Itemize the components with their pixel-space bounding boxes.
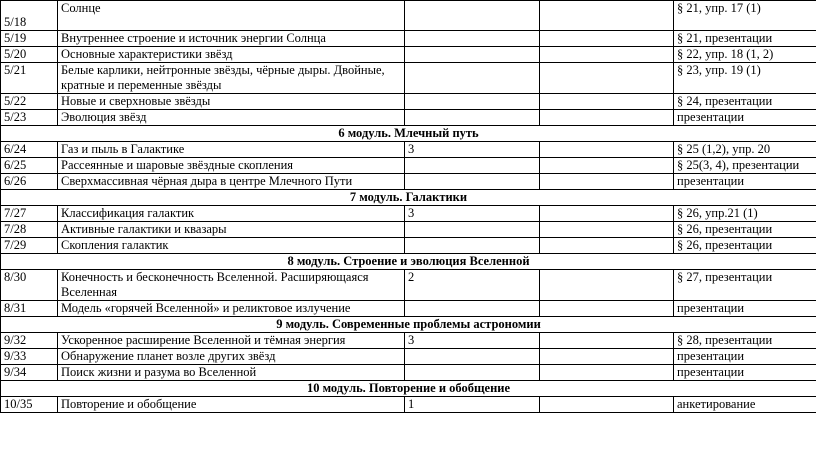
lesson-homework: § 23, упр. 19 (1) (674, 63, 816, 94)
table-row (1, 333, 816, 349)
lesson-note (540, 333, 674, 349)
lesson-number: 5/21 (1, 63, 58, 94)
lesson-topic: Конечность и бесконечность Вселенной. Расширяющаяся Вселенная (58, 270, 405, 301)
table-row (1, 365, 816, 381)
module-row (1, 254, 816, 270)
lesson-hours (405, 110, 540, 126)
lesson-homework: презентации (674, 365, 816, 381)
lesson-hours: 3 (405, 333, 540, 349)
lesson-note (540, 206, 674, 222)
lesson-topic: Рассеянные и шаровые звёздные скопления (58, 158, 405, 174)
lesson-number: 7/28 (1, 222, 58, 238)
lesson-homework: § 27, презентации (674, 270, 816, 301)
table-row (1, 63, 816, 94)
lesson-topic: Основные характеристики звёзд (58, 47, 405, 63)
lesson-topic: Поиск жизни и разума во Вселенной (58, 365, 405, 381)
lesson-homework: презентации (674, 349, 816, 365)
lesson-number: 8/31 (1, 301, 58, 317)
lesson-hours (405, 222, 540, 238)
module-title: 9 модуль. Современные проблемы астрономии (1, 317, 816, 333)
lesson-note (540, 174, 674, 190)
lesson-number: 5/20 (1, 47, 58, 63)
lesson-note (540, 365, 674, 381)
lesson-topic: Внутреннее строение и источник энергии Солнца (58, 31, 405, 47)
lesson-number: 8/30 (1, 270, 58, 301)
lesson-number: 9/34 (1, 365, 58, 381)
lesson-number: 5/23 (1, 110, 58, 126)
lesson-homework: § 25 (1,2), упр. 20 (674, 142, 816, 158)
table-row (1, 222, 816, 238)
table-row (1, 349, 816, 365)
table-row (1, 301, 816, 317)
module-title: 6 модуль. Млечный путь (1, 126, 816, 142)
lesson-homework: § 24, презентации (674, 94, 816, 110)
lesson-homework: § 21, презентации (674, 31, 816, 47)
lesson-number: 5/19 (1, 31, 58, 47)
lesson-topic: Солнце (58, 1, 405, 31)
lesson-hours: 3 (405, 206, 540, 222)
lesson-note (540, 63, 674, 94)
lesson-homework: анкетирование (674, 397, 816, 413)
lesson-homework: § 25(3, 4), презентации (674, 158, 816, 174)
lesson-note (540, 222, 674, 238)
module-title: 7 модуль. Галактики (1, 190, 816, 206)
lesson-topic: Газ и пыль в Галактике (58, 142, 405, 158)
lesson-note (540, 110, 674, 126)
lesson-hours (405, 301, 540, 317)
lesson-note (540, 94, 674, 110)
lesson-homework: презентации (674, 110, 816, 126)
lesson-number: 6/24 (1, 142, 58, 158)
table-row (1, 94, 816, 110)
lesson-note (540, 142, 674, 158)
lesson-note (540, 238, 674, 254)
lesson-hours (405, 1, 540, 31)
lesson-note (540, 301, 674, 317)
lesson-homework: § 21, упр. 17 (1) (674, 1, 816, 31)
lesson-number: 10/35 (1, 397, 58, 413)
lesson-number: 6/26 (1, 174, 58, 190)
lesson-topic: Повторение и обобщение (58, 397, 405, 413)
table-row (1, 1, 816, 31)
lesson-note (540, 31, 674, 47)
module-row (1, 126, 816, 142)
lesson-topic: Модель «горячей Вселенной» и реликтовое излучение (58, 301, 405, 317)
lesson-hours (405, 349, 540, 365)
lesson-topic: Сверхмассивная чёрная дыра в центре Млечного Пути (58, 174, 405, 190)
lesson-topic: Классификация галактик (58, 206, 405, 222)
lesson-topic: Ускоренное расширение Вселенной и тёмная энергия (58, 333, 405, 349)
lesson-homework: § 28, презентации (674, 333, 816, 349)
lesson-note (540, 158, 674, 174)
lesson-hours (405, 158, 540, 174)
module-row (1, 190, 816, 206)
lesson-homework: презентации (674, 301, 816, 317)
table-row (1, 142, 816, 158)
lesson-hours (405, 47, 540, 63)
lesson-plan-body (1, 1, 816, 413)
lesson-topic: Скопления галактик (58, 238, 405, 254)
table-row (1, 174, 816, 190)
lesson-number: 6/25 (1, 158, 58, 174)
lesson-homework: § 26, презентации (674, 238, 816, 254)
lesson-topic: Эволюция звёзд (58, 110, 405, 126)
module-title: 10 модуль. Повторение и обобщение (1, 381, 816, 397)
table-row (1, 238, 816, 254)
lesson-hours (405, 63, 540, 94)
lesson-hours (405, 174, 540, 190)
lesson-hours (405, 31, 540, 47)
table-row (1, 31, 816, 47)
table-row (1, 206, 816, 222)
lesson-note (540, 349, 674, 365)
lesson-hours: 3 (405, 142, 540, 158)
lesson-number: 7/27 (1, 206, 58, 222)
lesson-hours: 1 (405, 397, 540, 413)
lesson-number: 9/33 (1, 349, 58, 365)
table-row (1, 158, 816, 174)
lesson-note (540, 397, 674, 413)
lesson-topic: Активные галактики и квазары (58, 222, 405, 238)
table-row (1, 47, 816, 63)
lesson-hours: 2 (405, 270, 540, 301)
lesson-note (540, 270, 674, 301)
table-row (1, 397, 816, 413)
lesson-number: 5/18 (1, 1, 58, 31)
module-title: 8 модуль. Строение и эволюция Вселенной (1, 254, 816, 270)
lesson-homework: § 26, презентации (674, 222, 816, 238)
lesson-note (540, 1, 674, 31)
lesson-number: 5/22 (1, 94, 58, 110)
module-row (1, 381, 816, 397)
table-row (1, 110, 816, 126)
lesson-homework: § 26, упр.21 (1) (674, 206, 816, 222)
lesson-note (540, 47, 674, 63)
lesson-number: 9/32 (1, 333, 58, 349)
table-row (1, 270, 816, 301)
lesson-hours (405, 238, 540, 254)
module-row (1, 317, 816, 333)
lesson-hours (405, 94, 540, 110)
lesson-number: 7/29 (1, 238, 58, 254)
lesson-topic: Белые карлики, нейтронные звёзды, чёрные дыры. Двойные, кратные и переменные звёзды (58, 63, 405, 94)
lesson-homework: презентации (674, 174, 816, 190)
lesson-homework: § 22, упр. 18 (1, 2) (674, 47, 816, 63)
lesson-topic: Новые и сверхновые звёзды (58, 94, 405, 110)
lesson-hours (405, 365, 540, 381)
lesson-topic: Обнаружение планет возле других звёзд (58, 349, 405, 365)
